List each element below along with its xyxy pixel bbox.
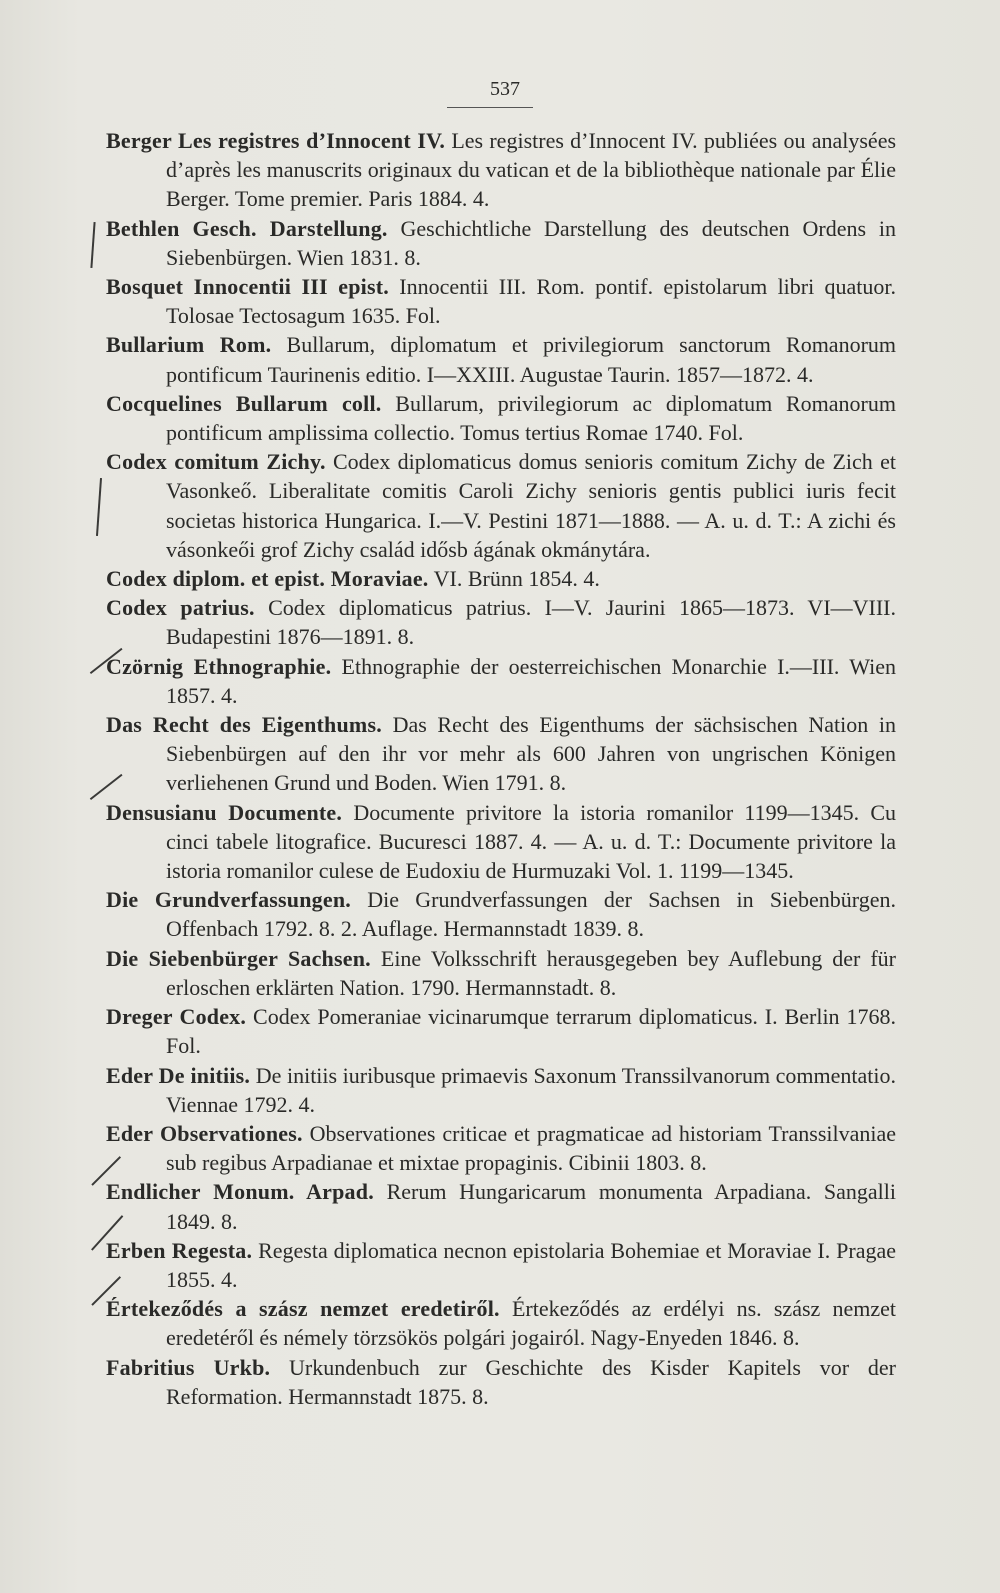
- entry-short-title: Bullarium Rom.: [106, 332, 272, 358]
- bibliography-entry: [106, 652, 896, 710]
- entry-full-citation: Les registres d’Innocent IV. publiées ou analysées d’après les manuscrits originaux du vatican et de la bibliothèque nationale par Élie Berger. Tome premier. Paris 1884. 4.: [166, 128, 897, 212]
- entry-full-citation: Codex diplomaticus patrius. I—V. Jaurini 1865—1873. VI—VIII. Budapestini 1876—1891. 8.: [166, 595, 897, 650]
- entry-full-citation: Ethnographie der oesterreichischen Monarchie I.—III. Wien 1857. 4.: [166, 653, 897, 708]
- entry-short-title: Codex diplom. et epist. Moraviae.: [106, 566, 429, 592]
- entry-full-citation: De initiis iuribusque primaevis Saxonum Transsilvanorum commentatio. Viennae 1792. 4.: [166, 1062, 897, 1117]
- entry-short-title: Fabritius Urkb.: [106, 1354, 271, 1380]
- margin-pencil-mark: [90, 222, 95, 268]
- entry-short-title: Densusianu Documente.: [106, 799, 343, 825]
- entry-full-citation: Eine Volksschrift herausgegeben bey Auflebung der für erloschen erklärten Nation. 1790. Hermannstadt. 8.: [166, 945, 896, 1000]
- bibliography-entry: [106, 272, 896, 330]
- entry-short-title: Die Siebenbürger Sachsen.: [106, 945, 371, 971]
- entry-short-title: Berger Les registres d’Innocent IV.: [106, 128, 446, 153]
- entry-full-citation: Bullarum, privilegiorum ac diplomatum Romanorum pontificum amplissima collectio. Tomus tertius Romae 1740. Fol.: [166, 390, 896, 446]
- bibliography-entry: [106, 389, 896, 447]
- bibliography-entry: [106, 1177, 896, 1235]
- entry-full-citation: Innocentii III. Rom. pontif. epistolarum libri quatuor. Tolosae Tectosagum 1635. Fol.: [166, 274, 897, 329]
- entry-short-title: Eder De initiis.: [106, 1062, 251, 1088]
- entry-short-title: Bosquet Innocentii III epist.: [106, 274, 389, 300]
- bibliography-entry: [106, 214, 896, 272]
- entry-full-citation: Codex Pomeraniae vicinarumque terrarum diplomaticus. I. Berlin 1768. Fol.: [166, 1004, 896, 1059]
- bibliography-entry: [106, 447, 896, 564]
- entry-short-title: Cocquelines Bullarum coll.: [106, 390, 382, 416]
- entry-full-citation: Rerum Hungaricarum monumenta Arpadiana. Sangalli 1849. 8.: [166, 1179, 897, 1234]
- entry-full-citation: Documente privitore la istoria romanilor 1199—1345. Cu cinci tabele litografice. Bucuresci 1887. 4. — A. u. d. T.: Documente privitore la istoria romanilor culese de Eudoxiu de Hurmuzaki Vol. 1. 1199—1345.: [166, 799, 897, 884]
- bibliography-list: [106, 126, 896, 1411]
- entry-full-citation: Urkundenbuch zur Geschichte des Kisder Kapitels vor der Reformation. Hermannstadt 1875. 8.: [166, 1354, 896, 1409]
- bibliography-entry: [106, 126, 896, 214]
- entry-short-title: Die Grundverfassungen.: [106, 887, 351, 913]
- entry-short-title: Értekeződés a szász nemzet eredetiről.: [106, 1296, 500, 1322]
- bibliography-entry: [106, 710, 896, 798]
- entry-full-citation: VI. Brünn 1854. 4.: [433, 566, 600, 592]
- entry-short-title: Czörnig Ethnographie.: [106, 653, 332, 679]
- bibliography-entry: [106, 593, 896, 651]
- bibliography-entry: [106, 1002, 896, 1060]
- bibliography-entry: [106, 330, 896, 388]
- entry-short-title: Das Recht des Eigenthums.: [106, 712, 382, 738]
- entry-full-citation: Bullarum, diplomatum et privilegiorum sanctorum Romanorum pontificum Taurinenis editio. I—XXIII. Augustae Taurin. 1857—1872. 4.: [166, 332, 897, 387]
- bibliography-entry: [106, 564, 896, 593]
- entry-short-title: Erben Regesta.: [106, 1237, 253, 1263]
- page-number-rule: [447, 107, 533, 108]
- bibliography-entry: [106, 1236, 896, 1294]
- entry-full-citation: Geschichtliche Darstellung des deutschen Ordens in Siebenbürgen. Wien 1831. 8.: [166, 215, 897, 270]
- entry-full-citation: Értekeződés az erdélyi ns. szász nemzet eredetéről és némely törzsökös polgári jogairól. Nagy-Enyeden 1846. 8.: [166, 1296, 896, 1351]
- entry-short-title: Codex patrius.: [106, 595, 255, 621]
- entry-short-title: Endlicher Monum. Arpad.: [106, 1179, 374, 1205]
- entry-full-citation: Das Recht des Eigenthums der sächsischen Nation in Siebenbürgen auf den ihr vor mehr als 600 Jahren von ungrischen Königen verliehenen Grund und Boden. Wien 1791. 8.: [166, 712, 896, 796]
- bibliography-entry: [106, 944, 896, 1002]
- bibliography-entry: [106, 1353, 896, 1411]
- margin-pencil-mark: [96, 478, 102, 536]
- entry-full-citation: Codex diplomaticus domus senioris comitum Zichy de Zich et Vasonkeő. Liberalitate comitis Caroli Zichy senioris gentis publici iuris fecit societas historica Hungarica. I.—V. Pestini 1871—1888. — A. u. d. T.: A zichi és vásonkeői grof Zichy család idősb ágának okmánytára.: [166, 449, 896, 562]
- entry-full-citation: Regesta diplomatica necnon epistolaria Bohemiae et Moraviae I. Pragae 1855. 4.: [166, 1237, 897, 1292]
- bibliography-entry: [106, 1061, 896, 1119]
- entry-short-title: Bethlen Gesch. Darstellung.: [106, 215, 388, 241]
- bibliography-entry: [106, 798, 896, 886]
- entry-full-citation: Die Grundverfassungen der Sachsen in Siebenbürgen. Offenbach 1792. 8. 2. Auflage. Hermannstadt 1839. 8.: [166, 887, 897, 942]
- entry-full-citation: Observationes criticae et pragmaticae ad historiam Transsilvaniae sub regibus Arpadianae et mixtae propaginis. Cibinii 1803. 8.: [166, 1120, 897, 1176]
- entry-short-title: Codex comitum Zichy.: [106, 449, 326, 475]
- entry-short-title: Dreger Codex.: [106, 1004, 247, 1030]
- bibliography-entry: [106, 1119, 896, 1177]
- entry-short-title: Eder Observationes.: [106, 1120, 303, 1146]
- page-number: 537: [490, 78, 520, 100]
- bibliography-entry: [106, 1294, 896, 1352]
- bibliography-entry: [106, 885, 896, 943]
